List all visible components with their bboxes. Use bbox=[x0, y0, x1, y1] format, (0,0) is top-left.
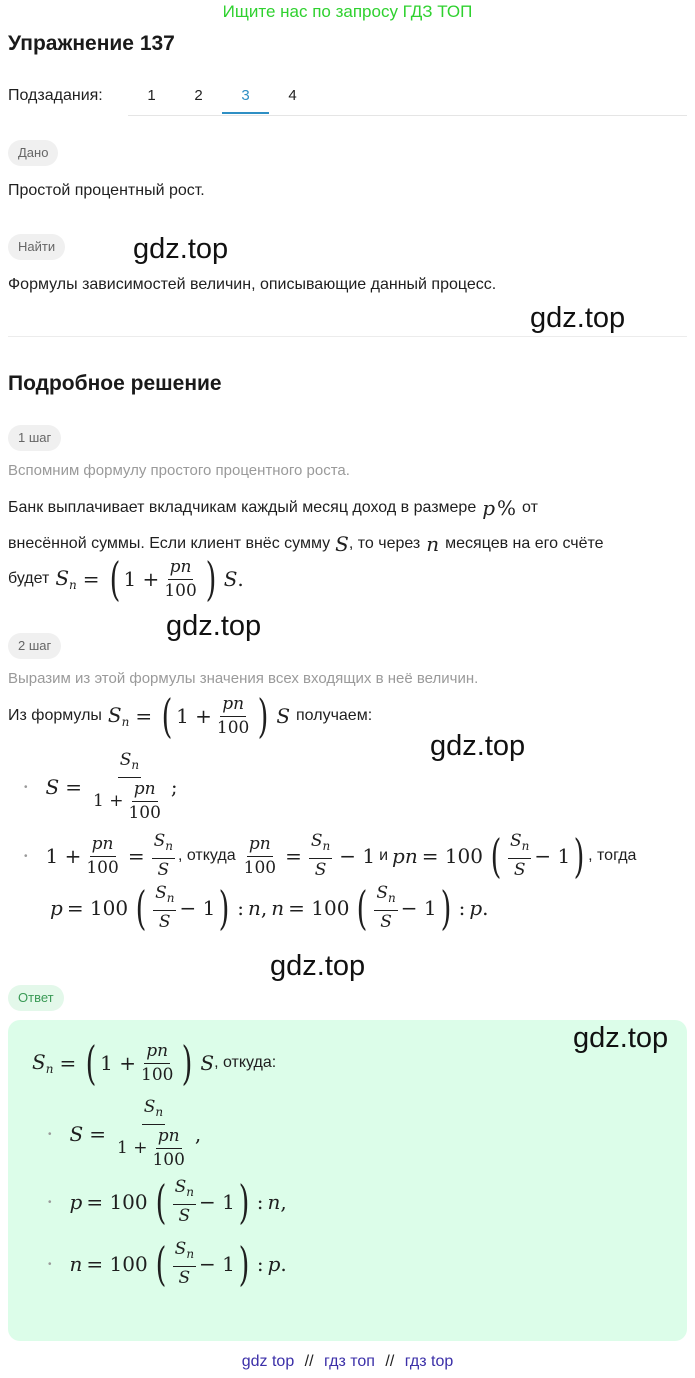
step1-text: от bbox=[522, 499, 538, 516]
watermark: gdz.top bbox=[573, 1022, 669, 1054]
page-title: Упражнение 137 bbox=[8, 32, 175, 55]
bullet-dot-icon: • bbox=[48, 1258, 52, 1270]
step1-text: месяцев на его счёте bbox=[445, 535, 604, 552]
step1-text: будет bbox=[8, 570, 50, 587]
step2-text: Из формулы bbox=[8, 707, 102, 724]
list-item: • S = $S_n$ 1 + $\frac{pn}{100}$ ; bbox=[24, 750, 178, 823]
answer-item: • p = 100 ( $\frac{S_n}{S}$ − 1 ) : n , bbox=[48, 1175, 287, 1229]
tab-1[interactable]: 1 bbox=[147, 87, 156, 104]
step2-line-continued: p = 100 ( $\frac{S_n}{S}$ − 1 ) : n , n = 100 ( $\frac{S_n}{S}$ − 1 ) : p . bbox=[50, 881, 489, 935]
answer-text: , откуда: bbox=[214, 1054, 277, 1071]
section-divider bbox=[8, 336, 687, 337]
footer-link-gdz-top-mixed[interactable]: гдз top bbox=[404, 1353, 454, 1370]
step1-text: внесённой суммы. Если клиент внёс сумму bbox=[8, 535, 331, 552]
footer-link-gdz-top[interactable]: gdz top bbox=[241, 1353, 295, 1370]
list-item: • 1 + $\frac{pn}{100}$ = $\frac{S_n}{S}$ , откуда $\frac{pn}{100}$ = $\frac{S_n}{S}$ − 1 и pn = 100 ( $\frac{S_n}{S}$ − 1 ) , тогда bbox=[24, 829, 637, 883]
step2-text: и bbox=[379, 847, 389, 864]
footer-link-gdz-top-ru[interactable]: гдз топ bbox=[324, 1353, 375, 1370]
answer-item: • n = 100 ( $\frac{S_n}{S}$ − 1 ) : p . bbox=[48, 1237, 287, 1291]
given-text: Простой процентный рост. bbox=[8, 182, 205, 199]
step2-text: , тогда bbox=[588, 847, 637, 864]
given-pill: Дано bbox=[8, 140, 58, 166]
step1-text: Банк выплачивает вкладчикам каждый месяц доход в размере bbox=[8, 499, 477, 516]
find-pill: Найти bbox=[8, 234, 65, 260]
search-banner: Ищите нас по запросу ГДЗ ТОП bbox=[222, 2, 473, 21]
subtasks-label: Подзадания: bbox=[8, 87, 103, 104]
watermark: gdz.top bbox=[133, 233, 229, 265]
tab-3[interactable]: 3 bbox=[222, 82, 269, 114]
bullet-dot-icon: • bbox=[48, 1128, 52, 1140]
tab-2[interactable]: 2 bbox=[194, 87, 203, 104]
footer-separator: // bbox=[385, 1353, 395, 1370]
bullet-dot-icon: • bbox=[48, 1196, 52, 1208]
step1-hint: Вспомним формулу простого процентного роста. bbox=[8, 462, 350, 479]
step2-text: , откуда bbox=[177, 847, 236, 864]
bullet-dot-icon: • bbox=[24, 850, 28, 862]
step1-text: , то через bbox=[348, 535, 421, 552]
subtask-tabs bbox=[128, 82, 316, 114]
answer-formula: $S_n$ = ( 1 + $\frac{pn}{100}$ ) S , откуда: bbox=[32, 1036, 277, 1090]
step2-line: Из формулы $S_n$ = ( 1 + $\frac{pn}{100}$ ) S получаем: bbox=[8, 689, 373, 743]
answer-item: • S = $S_n$ 1 + $\frac{pn}{100}$ , bbox=[48, 1097, 202, 1170]
step2-pill: 2 шаг bbox=[8, 633, 61, 659]
step1-line1: Банк выплачивает вкладчикам каждый месяц доход в размере p % от bbox=[8, 496, 538, 520]
bullet-dot-icon: • bbox=[24, 781, 28, 793]
footer-separator: // bbox=[304, 1353, 314, 1370]
step1-formula: будет $S_n$ = ( 1 + $\frac{pn}{100}$ ) S . bbox=[8, 552, 244, 606]
tab-4[interactable]: 4 bbox=[288, 87, 297, 104]
step1-pill: 1 шаг bbox=[8, 425, 61, 451]
tabs-divider bbox=[128, 115, 687, 116]
watermark: gdz.top bbox=[430, 730, 526, 762]
watermark: gdz.top bbox=[270, 950, 366, 982]
footer-links bbox=[0, 1353, 695, 1371]
step2-text: получаем: bbox=[296, 707, 373, 724]
step1-line2: внесённой суммы. Если клиент внёс сумму S , то через n месяцев на его счёте bbox=[8, 532, 604, 556]
answer-pill: Ответ bbox=[8, 985, 64, 1011]
step2-hint: Выразим из этой формулы значения всех входящих в неё величин. bbox=[8, 670, 479, 687]
solution-heading: Подробное решение bbox=[8, 372, 222, 395]
find-text: Формулы зависимостей величин, описывающие данный процесс. bbox=[8, 276, 497, 293]
watermark: gdz.top bbox=[530, 302, 626, 334]
watermark: gdz.top bbox=[166, 610, 262, 642]
